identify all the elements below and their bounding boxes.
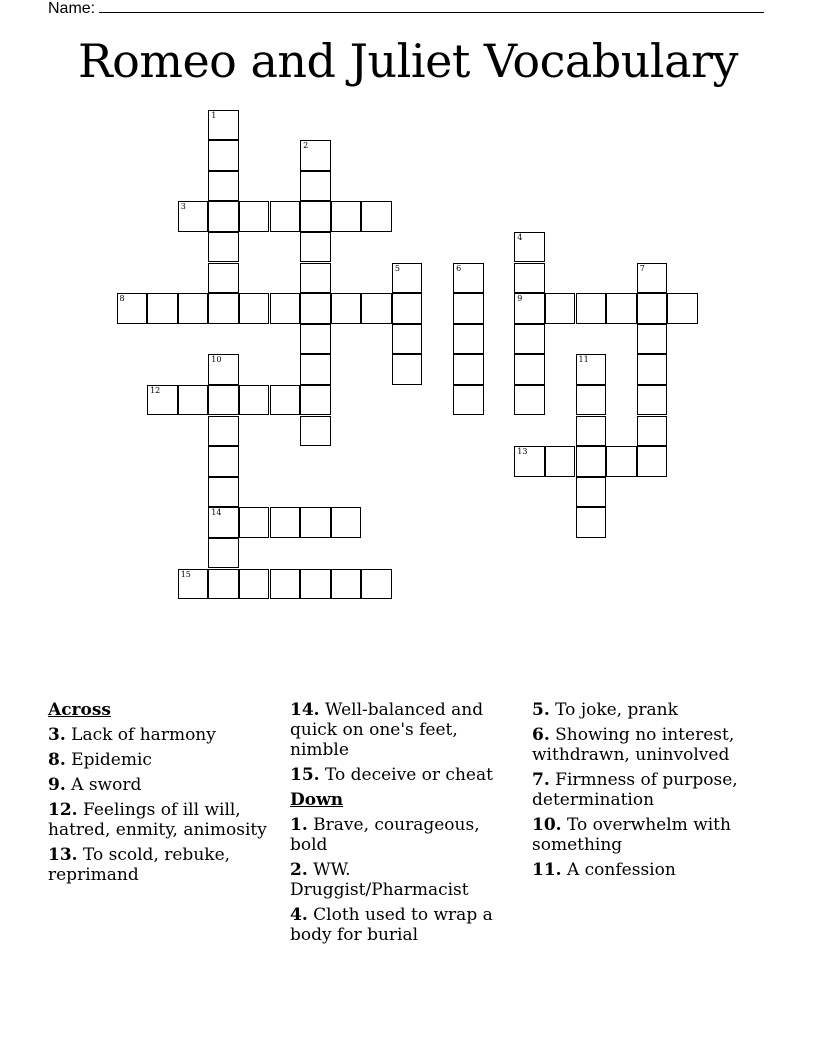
clue-across-13: 13. To scold, rebuke, reprimand xyxy=(48,845,231,885)
grid-cell[interactable] xyxy=(178,201,209,232)
grid-cell[interactable] xyxy=(637,446,668,477)
grid-cell[interactable] xyxy=(208,171,239,202)
grid-cell[interactable] xyxy=(300,140,331,171)
grid-cell[interactable] xyxy=(637,263,668,294)
grid-cell[interactable] xyxy=(270,293,301,324)
cell-number: 10 xyxy=(211,355,222,365)
grid-cell[interactable] xyxy=(331,293,362,324)
cell-number: 9 xyxy=(517,294,523,304)
grid-cell[interactable] xyxy=(453,324,484,355)
grid-cell[interactable] xyxy=(667,293,698,324)
grid-cell[interactable] xyxy=(300,171,331,202)
grid-cell[interactable] xyxy=(300,201,331,232)
grid-cell[interactable] xyxy=(178,293,209,324)
grid-cell[interactable] xyxy=(453,263,484,294)
cell-number: 7 xyxy=(639,263,645,273)
clue-column-1 xyxy=(48,700,276,890)
grid-cell[interactable] xyxy=(514,385,545,416)
grid-cell[interactable] xyxy=(208,477,239,508)
clue-across-3: 3. Lack of harmony xyxy=(48,725,216,745)
grid-cell[interactable] xyxy=(576,446,607,477)
cell-number: 2 xyxy=(303,141,309,151)
clue-down-1: 1. Brave, courageous, bold xyxy=(290,815,480,855)
grid-cell[interactable] xyxy=(361,201,392,232)
clue-down-7: 7. Firmness of purpose, determination xyxy=(532,770,738,810)
cell-number: 6 xyxy=(456,263,462,273)
grid-cell[interactable] xyxy=(453,293,484,324)
clue-down-5: 5. To joke, prank xyxy=(532,700,678,720)
grid-cell[interactable] xyxy=(545,446,576,477)
grid-cell[interactable] xyxy=(576,354,607,385)
grid-cell[interactable] xyxy=(331,569,362,600)
grid-cell[interactable] xyxy=(300,263,331,294)
name-field[interactable] xyxy=(99,0,764,13)
grid-cell[interactable] xyxy=(270,507,301,538)
grid-cell[interactable] xyxy=(361,569,392,600)
name-line xyxy=(48,0,764,18)
grid-cell[interactable] xyxy=(576,385,607,416)
grid-cell[interactable] xyxy=(300,569,331,600)
grid-cell[interactable] xyxy=(453,385,484,416)
cell-number: 1 xyxy=(211,110,217,120)
clue-down-4: 4. Cloth used to wrap a body for burial xyxy=(290,905,493,945)
cell-number: 8 xyxy=(119,294,125,304)
cell-number: 4 xyxy=(517,232,523,242)
clue-column-2 xyxy=(290,700,518,950)
clue-down-10: 10. To overwhelm with something xyxy=(532,815,731,855)
grid-cell[interactable] xyxy=(361,293,392,324)
grid-cell[interactable] xyxy=(239,385,270,416)
grid-cell[interactable] xyxy=(514,324,545,355)
grid-cell[interactable] xyxy=(392,293,423,324)
grid-cell[interactable] xyxy=(392,263,423,294)
clue-across-14: 14. Well-balanced and quick on one's feet, nimble xyxy=(290,700,484,760)
grid-cell[interactable] xyxy=(637,354,668,385)
grid-cell[interactable] xyxy=(300,385,331,416)
grid-cell[interactable] xyxy=(270,201,301,232)
page-title: Romeo and Juliet Vocabulary xyxy=(78,34,738,88)
grid-cell[interactable] xyxy=(208,416,239,447)
grid-cell[interactable] xyxy=(514,293,545,324)
grid-cell[interactable] xyxy=(514,263,545,294)
cell-number: 15 xyxy=(180,569,191,579)
grid-cell[interactable] xyxy=(576,507,607,538)
cell-number: 3 xyxy=(180,202,186,212)
grid-cell[interactable] xyxy=(514,446,545,477)
grid-cell[interactable] xyxy=(606,293,637,324)
clue-across-9: 9. A sword xyxy=(48,775,142,795)
grid-cell[interactable] xyxy=(300,507,331,538)
grid-cell[interactable] xyxy=(208,263,239,294)
grid-cell[interactable] xyxy=(331,201,362,232)
clue-column-3 xyxy=(532,700,768,885)
cell-number: 14 xyxy=(211,508,222,518)
grid-cell[interactable] xyxy=(147,293,178,324)
clue-down-6: 6. Showing no interest, withdrawn, uninvolved xyxy=(532,725,735,765)
grid-cell[interactable] xyxy=(576,293,607,324)
grid-cell[interactable] xyxy=(208,140,239,171)
grid-cell[interactable] xyxy=(514,232,545,263)
cell-number: 13 xyxy=(517,447,528,457)
grid-cell[interactable] xyxy=(514,354,545,385)
grid-cell[interactable] xyxy=(178,569,209,600)
clue-down-11: 11. A confession xyxy=(532,860,676,880)
grid-cell[interactable] xyxy=(300,293,331,324)
clue-across-15: 15. To deceive or cheat xyxy=(290,765,493,785)
grid-cell[interactable] xyxy=(300,416,331,447)
grid-cell[interactable] xyxy=(117,293,148,324)
grid-cell[interactable] xyxy=(208,354,239,385)
grid-cell[interactable] xyxy=(178,385,209,416)
clue-across-12: 12. Feelings of ill will, hatred, enmity, animosity xyxy=(48,800,267,840)
grid-cell[interactable] xyxy=(208,446,239,477)
grid-cell[interactable] xyxy=(606,446,637,477)
grid-cell[interactable] xyxy=(576,477,607,508)
grid-cell[interactable] xyxy=(576,416,607,447)
grid-cell[interactable] xyxy=(331,507,362,538)
grid-cell[interactable] xyxy=(270,569,301,600)
grid-cell[interactable] xyxy=(239,507,270,538)
grid-cell[interactable] xyxy=(637,293,668,324)
grid-cell[interactable] xyxy=(239,201,270,232)
grid-cell[interactable] xyxy=(637,416,668,447)
cell-number: 12 xyxy=(150,385,161,395)
grid-cell[interactable] xyxy=(453,354,484,385)
grid-cell[interactable] xyxy=(208,538,239,569)
grid-cell[interactable] xyxy=(239,293,270,324)
grid-cell[interactable] xyxy=(208,385,239,416)
grid-cell[interactable] xyxy=(208,293,239,324)
clue-down-2: 2. WW. Druggist/Pharmacist xyxy=(290,860,469,900)
grid-cell[interactable] xyxy=(239,569,270,600)
grid-cell[interactable] xyxy=(147,385,178,416)
grid-cell[interactable] xyxy=(300,324,331,355)
grid-cell[interactable] xyxy=(208,110,239,141)
name-label: Name: xyxy=(48,0,96,17)
grid-cell[interactable] xyxy=(392,324,423,355)
grid-cell[interactable] xyxy=(392,354,423,385)
grid-cell[interactable] xyxy=(270,385,301,416)
crossword-grid xyxy=(117,110,699,600)
across-heading: Across xyxy=(48,700,111,720)
grid-cell[interactable] xyxy=(637,385,668,416)
grid-cell[interactable] xyxy=(208,569,239,600)
grid-cell[interactable] xyxy=(637,324,668,355)
grid-cell[interactable] xyxy=(300,232,331,263)
cell-number: 11 xyxy=(578,355,589,365)
down-heading: Down xyxy=(290,790,344,810)
clue-across-8: 8. Epidemic xyxy=(48,750,152,770)
grid-cell[interactable] xyxy=(208,232,239,263)
cell-number: 5 xyxy=(394,263,400,273)
grid-cell[interactable] xyxy=(545,293,576,324)
grid-cell[interactable] xyxy=(300,354,331,385)
grid-cell[interactable] xyxy=(208,507,239,538)
grid-cell[interactable] xyxy=(208,201,239,232)
